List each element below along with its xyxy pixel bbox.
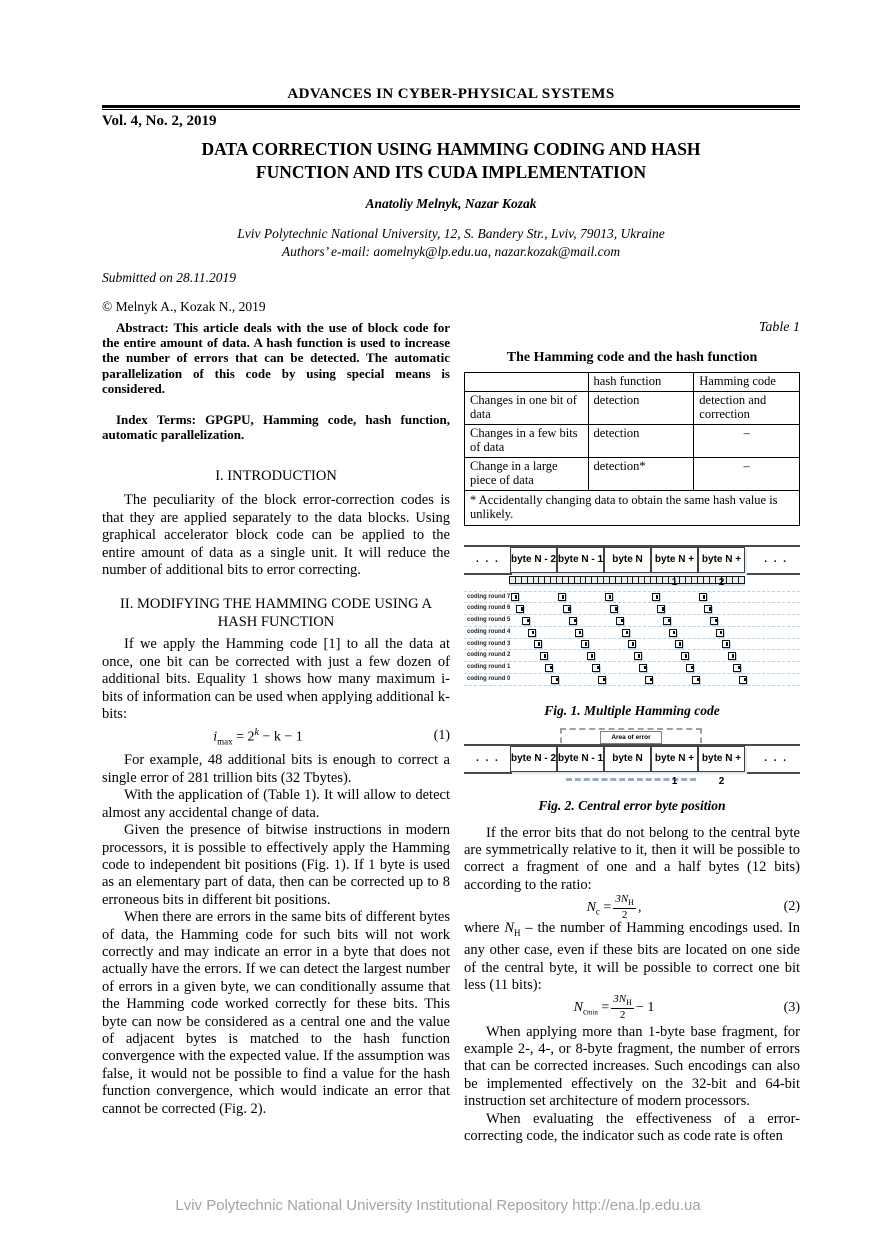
byte-box: byte N <box>604 746 651 772</box>
hamming-bit-marker <box>733 664 741 672</box>
byte-box: byte N - 2 <box>510 746 557 772</box>
paragraph: For example, 48 additional bits is enough to correct a single error of 281 trillion bits (32 Tbytes). <box>102 752 450 786</box>
table-1-label: Table 1 <box>758 320 800 335</box>
tape-ellipsis: . . . <box>764 751 788 764</box>
table-cell: detection <box>588 391 694 424</box>
hamming-bit-marker <box>581 640 589 648</box>
figure-1-multiple-hamming-code <box>464 545 800 687</box>
equation-1-number: (1) <box>433 728 450 744</box>
hamming-bit-marker <box>540 652 548 660</box>
equation-1-body: $i_{max} = 2^k - k - 1$ <box>213 726 303 747</box>
table-cell: detection* <box>588 457 694 490</box>
table-cell: hash function <box>588 373 694 392</box>
paragraph-where: where $N_H$ – the number of Hamming encodings used. In any other case, even if these bits are located on one side of the central byte, it will be possible to correct one bit less (11 bits): <box>464 920 800 994</box>
byte-box: byte N + 2 <box>698 746 745 772</box>
hamming-bit-marker <box>652 593 660 601</box>
table-cell: Hamming code <box>694 373 800 392</box>
table-cell: – <box>694 457 800 490</box>
byte-box: byte N - 1 <box>557 547 604 573</box>
hamming-bit-marker <box>616 617 624 625</box>
masthead <box>102 86 800 130</box>
hamming-bit-marker <box>692 676 700 684</box>
equation-3-body: $N_{cmin}$ = $\frac{3N_H}{2}$ − 1 <box>573 993 655 1022</box>
tape-ellipsis: . . . <box>764 552 788 565</box>
coding-round-label: coding round 0 <box>467 675 511 682</box>
table-cell: Change in a large piece of data <box>465 457 589 490</box>
hamming-bit-marker <box>710 617 718 625</box>
hamming-bit-marker <box>551 676 559 684</box>
right-column <box>464 320 800 1145</box>
hamming-bit-marker <box>587 652 595 660</box>
table-cell <box>465 373 589 392</box>
hamming-bit-marker <box>634 652 642 660</box>
table-row <box>465 391 800 424</box>
equation-3-number: (3) <box>783 999 800 1015</box>
hamming-bit-marker <box>628 640 636 648</box>
hamming-bit-marker <box>545 664 553 672</box>
hamming-bit-marker <box>605 593 613 601</box>
hamming-bit-marker <box>528 629 536 637</box>
coding-round-row <box>464 674 800 686</box>
section-heading-introduction: I. INTRODUCTION <box>215 468 337 485</box>
intro-paragraph: The peculiarity of the block error-correction codes is that they are applied separately to the data blocks. Using graphical accelerator block code can be applied to the entire amount of data as a single unit. It will reduce the number of additional bits to error correcting. <box>102 492 450 579</box>
affiliation-block <box>102 225 800 261</box>
coding-round-label: coding round 4 <box>467 628 511 635</box>
coding-round-label: coding round 1 <box>467 664 511 670</box>
table-1-title: The Hamming code and the hash function <box>506 350 758 365</box>
journal-title: ADVANCES IN CYBER-PHYSICAL SYSTEMS <box>287 86 615 102</box>
coding-round-label: coding round 6 <box>467 605 511 612</box>
byte-box: byte N - 1 <box>557 746 604 772</box>
coding-round-row <box>464 603 800 615</box>
hamming-bit-marker <box>739 676 747 684</box>
hamming-bit-marker <box>563 605 571 613</box>
table-footnote-row <box>465 490 800 525</box>
tape-ellipsis: . . . <box>476 751 500 764</box>
hamming-bit-marker <box>511 593 519 601</box>
coding-round-label: coding round 2 <box>467 652 511 659</box>
hamming-bit-marker <box>639 664 647 672</box>
tape-line-bottom <box>464 573 800 575</box>
table-cell: detection <box>588 424 694 457</box>
table-cell: Changes in a few bits of data <box>465 424 589 457</box>
byte-box: byte N <box>604 547 651 573</box>
paragraph: If the error bits that do not belong to the central byte are symmetrically relative to it, then it will be possible to correct a fragment of one and a half bytes (12 bits) according to the ratio: <box>464 824 800 893</box>
coding-round-label: coding round 5 <box>467 617 511 623</box>
repository-footer: Lviv Polytechnic National University Institutional Repository http://ena.lp.edu.ua <box>175 1197 701 1214</box>
hamming-bit-marker <box>681 652 689 660</box>
authors-email: Authors’ e-mail: aomelnyk@lp.edu.ua, nazar.kozak@mail.com <box>281 244 621 259</box>
index-terms: Index Terms: GPGPU, Hamming code, hash function, automatic parallelization. <box>102 412 450 443</box>
table-footnote: * Accidentally changing data to obtain the same hash value is unlikely. <box>465 490 800 525</box>
hamming-bit-marker <box>722 640 730 648</box>
table-row <box>465 373 800 392</box>
hamming-bit-marker <box>663 617 671 625</box>
hamming-bit-marker <box>534 640 542 648</box>
coding-round-row <box>464 662 800 674</box>
paper-title <box>102 138 800 184</box>
paragraph: When applying more than 1-byte base fragment, for example 2-, 4-, or 8-byte fragment, the number of errors that can be corrected increases. Such encodings can also be implemented effectively on the 32-bit and 64-bit instruction set architecture of modern processors. <box>464 1023 800 1110</box>
left-column <box>102 320 450 1145</box>
bit-cell <box>738 576 745 584</box>
hamming-bit-marker <box>569 617 577 625</box>
figure-1-caption: Fig. 1. Multiple Hamming code <box>544 702 720 718</box>
front-matter <box>102 138 800 315</box>
paragraph: If we apply the Hamming code [1] to all the data at once, one bit can be corrected with just a few dozen of additional bits. Equality 1 shows how many maximum i-bits of information can be used when applying additional k-bits: <box>102 636 450 723</box>
byte-box: byte N + 1 <box>651 547 698 573</box>
coding-round-row <box>464 627 800 639</box>
coding-round-row <box>464 650 800 662</box>
coding-rounds <box>464 591 800 685</box>
paragraph: When there are errors in the same bits of different bytes of data, the Hamming code for such bits will not work correctly and may indicate an error in a byte that does not actually have the errors. If we can detect the largest number of errors in a given byte, we can conditionally assume that the Hamming code worked correctly for these bits. This byte can now be considered as a central one and the value of adjacent bytes is matched to the hash function convergence with the expected value. If the assumption was false, it would not be possible to find a value for the hash function convergence, which would indicate an error that cannot be corrected (Fig. 2). <box>102 909 451 1117</box>
equation-1 <box>102 723 450 749</box>
two-column-body <box>102 320 800 1145</box>
bit-strip <box>510 576 745 584</box>
hamming-bit-marker <box>522 617 530 625</box>
equation-2-number: (2) <box>783 899 800 915</box>
authors: Anatoliy Melnyk, Nazar Kozak <box>365 196 537 211</box>
paragraph: When evaluating the effectiveness of a error-correcting code, the indicator such as code rate is often <box>464 1110 800 1145</box>
hamming-bit-marker <box>622 629 630 637</box>
byte-box: byte N + 1 <box>651 746 698 772</box>
hamming-bit-marker <box>645 676 653 684</box>
tape-ellipsis: . . . <box>476 552 500 565</box>
hamming-bit-marker <box>699 593 707 601</box>
hamming-bit-marker <box>592 664 600 672</box>
table-cell: – <box>694 424 800 457</box>
hamming-bit-marker <box>669 629 677 637</box>
table-cell: Changes in one bit of data <box>465 391 589 424</box>
hamming-bit-marker <box>610 605 618 613</box>
hamming-bit-marker <box>704 605 712 613</box>
byte-box: byte N - 2 <box>510 547 557 573</box>
hamming-bit-marker <box>516 605 524 613</box>
coding-round-label: coding round 3 <box>467 640 511 647</box>
hamming-bit-marker <box>598 676 606 684</box>
hamming-bit-marker <box>657 605 665 613</box>
abstract: Abstract: This article deals with the use of block code for the entire amount of data. A hash function is used to increase the number of errors that can be detected. The automatic parallelization of this code by using special means is considered. <box>102 320 450 396</box>
table-row <box>465 424 800 457</box>
error-area-label: Area of error <box>600 731 662 744</box>
hamming-bit-marker <box>675 640 683 648</box>
paper-title-line1: DATA CORRECTION USING HAMMING CODING AND HASH <box>201 139 701 159</box>
volume-line: Vol. 4, No. 2, 2019 <box>102 113 217 129</box>
masthead-rule <box>102 105 800 110</box>
hamming-bit-marker <box>728 652 736 660</box>
figure-2-central-error-byte <box>464 726 800 787</box>
tape-line-bottom <box>464 772 800 774</box>
paper-title-line2: FUNCTION AND ITS CUDA IMPLEMENTATION <box>255 162 647 182</box>
figure-2-caption: Fig. 2. Central error byte position <box>538 797 726 813</box>
section-heading-modifying: II. MODIFYING THE HAMMING CODE USING A HASH FUNCTION <box>120 596 432 630</box>
table-cell: detection and correction <box>694 391 800 424</box>
byte-box: byte N + 2 <box>698 547 745 573</box>
table-row <box>465 457 800 490</box>
paragraph: Given the presence of bitwise instructions in modern processors, it is possible to effectively apply the Hamming code to independent bit positions (Fig. 1). If 1 byte is used as an elementary part of data, then can be corrected up to 8 erroneous bits in different bit positions. <box>102 822 450 908</box>
copyright-line: © Melnyk A., Kozak N., 2019 <box>102 299 266 314</box>
affiliation: Lviv Polytechnic National University, 12, S. Bandery Str., Lviv, 79013, Ukraine <box>237 226 665 241</box>
hamming-bit-marker <box>686 664 694 672</box>
paragraph: With the application of (Table 1). It will allow to detect almost any accidental change of data. <box>102 787 450 821</box>
hamming-bit-marker <box>716 629 724 637</box>
coding-round-label: coding round 7 <box>467 593 511 600</box>
hamming-bit-marker <box>575 629 583 637</box>
hamming-table <box>464 372 800 526</box>
equation-3 <box>464 995 800 1021</box>
equation-2 <box>464 894 800 920</box>
coding-round-row <box>464 615 800 627</box>
hamming-bit-marker <box>558 593 566 601</box>
submitted-date: Submitted on 28.11.2019 <box>102 270 236 285</box>
equation-2-body: $N_c$ = $\frac{3N_H}{2}$ , <box>586 892 642 921</box>
